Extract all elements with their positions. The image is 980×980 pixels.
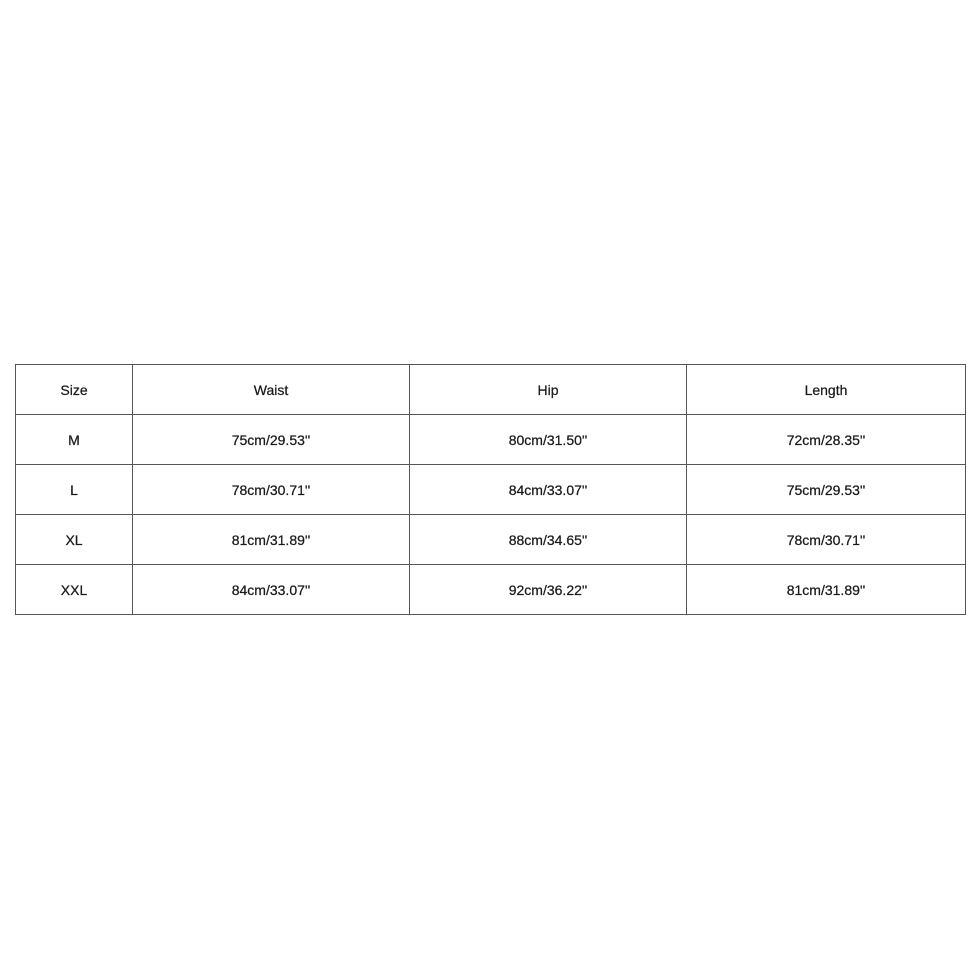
cell-size: XL [16, 515, 133, 565]
header-size: Size [16, 365, 133, 415]
cell-waist: 81cm/31.89'' [133, 515, 410, 565]
cell-hip: 84cm/33.07'' [410, 465, 687, 515]
header-length: Length [687, 365, 966, 415]
cell-size: M [16, 415, 133, 465]
cell-length: 72cm/28.35'' [687, 415, 966, 465]
cell-length: 75cm/29.53'' [687, 465, 966, 515]
table-row [16, 565, 966, 615]
header-waist: Waist [133, 365, 410, 415]
size-chart-table [15, 364, 966, 615]
cell-waist: 78cm/30.71'' [133, 465, 410, 515]
cell-length: 78cm/30.71'' [687, 515, 966, 565]
table-row [16, 415, 966, 465]
cell-length: 81cm/31.89'' [687, 565, 966, 615]
cell-hip: 80cm/31.50'' [410, 415, 687, 465]
cell-hip: 88cm/34.65'' [410, 515, 687, 565]
table-header-row [16, 365, 966, 415]
cell-waist: 75cm/29.53'' [133, 415, 410, 465]
cell-waist: 84cm/33.07'' [133, 565, 410, 615]
header-hip: Hip [410, 365, 687, 415]
cell-size: L [16, 465, 133, 515]
table-row [16, 515, 966, 565]
table-row [16, 465, 966, 515]
cell-size: XXL [16, 565, 133, 615]
cell-hip: 92cm/36.22'' [410, 565, 687, 615]
